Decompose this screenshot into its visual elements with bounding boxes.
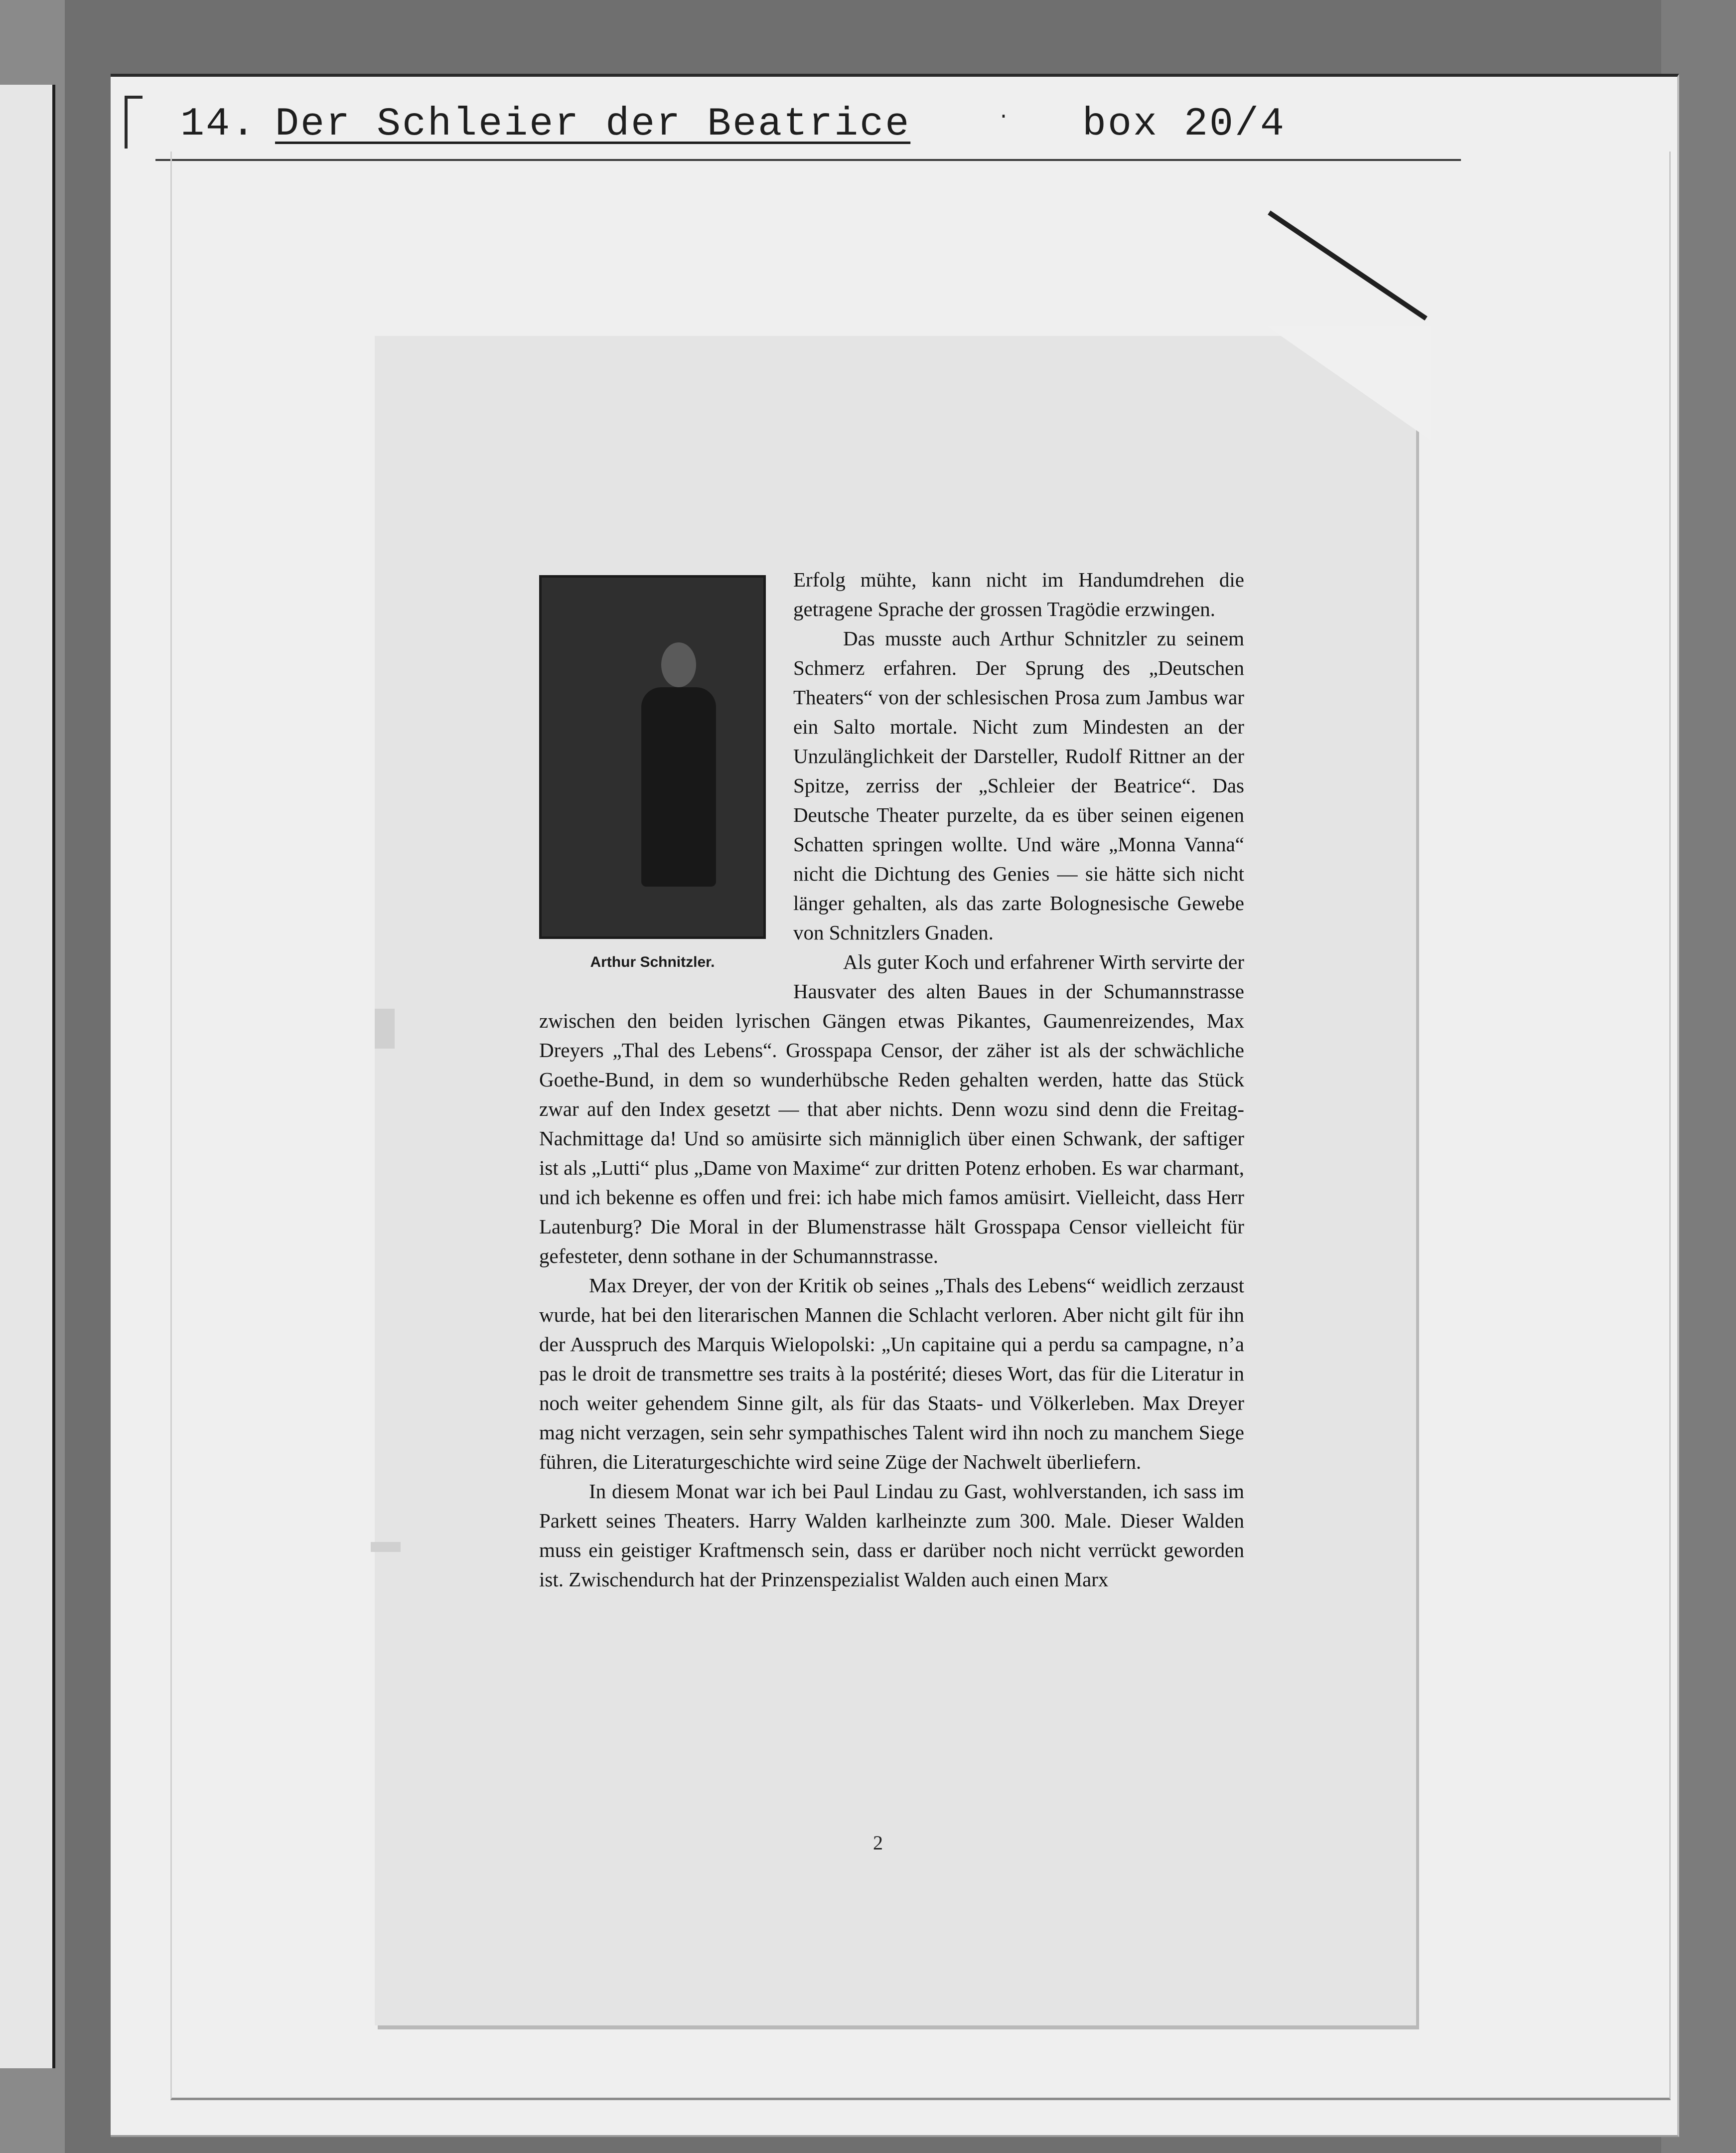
article-paragraph: In diesem Monat war ich bei Paul Lindau zu Gast, wohlverstanden, ich sass im Parkett seines Theaters. Harry Walden karlheinzte zum 300. Male. Dieser Walden muss ein geistiger Kraftmensch sein, dass er darüber noch nicht verrückt geworden ist. Zwischendurch hat der Prinzenspezialist Walden auch einen Marx <box>539 1480 1244 1591</box>
card-header <box>180 92 1526 156</box>
folded-corner <box>1267 326 1431 441</box>
adjacent-card-edge <box>0 85 55 2068</box>
corner-mark <box>125 96 143 149</box>
box-reference: box 20/4 <box>1082 102 1286 147</box>
article-paragraph: Das musste auch Arthur Schnitzler zu seinem Schmerz erfahren. Der Sprung des „Deutschen Theaters“ von der schlesischen Prosa zum Jambus war ein Salto mortale. Nicht zum Mindesten an der Unzulänglichkeit der Darsteller, Rudolf Rittner an der Spitze, zerriss der „Schleier der Beatrice“. Das Deutsche Theater purzelte, da es über seinen eigenen Schatten springen wollte. Und wäre „Monna Vanna“ nicht die Dichtung des Genies — sie hätte sich nicht länger gehalten, als das zarte Bolognesische Gewebe von Schnitzlers Gnaden. <box>793 627 1244 944</box>
torn-edge <box>371 1542 401 1552</box>
photo-float-space <box>539 565 793 979</box>
article-text <box>539 565 1244 1594</box>
page-number: 2 <box>873 1832 883 1854</box>
item-number: 14. <box>180 102 257 147</box>
article-paragraph: Als guter Koch und erfahrener Wirth servirte der Hausvater des alten Baues in der Schumannstrasse zwischen den beiden lyrischen Gängen etwas Pikantes, Gaumenreizendes, Max Dreyers „Thal des Lebens“. Grosspapa Censor, der zäher ist als der schwächliche Goethe-Bund, in dem so wunderhübsche Reden gehalten werden, hatte das Stück zwar auf den Index gesetzt — that aber nichts. Denn wozu sind denn die Freitag-Nachmittage da! Und so amüsirte sich männiglich über einen Schwank, der saftiger ist als „Lutti“ plus „Dame von Maxime“ zur dritten Potenz erhoben. Es war charmant, und ich bekenne es offen und frei: ich habe mich famos amüsirt. Vielleicht, dass Herr Lautenburg? Die Moral in der Blumenstrasse hält Grosspapa Censor vielleicht für gefesteter, denn sothane in der Schumannstrasse. <box>539 950 1244 1267</box>
torn-edge <box>375 1009 395 1049</box>
newspaper-clipping <box>375 336 1416 2025</box>
article-paragraph: Erfolg mühte, kann nicht im Handumdrehen die getragene Sprache der grossen Tragödie erzwingen. <box>793 568 1244 620</box>
item-title: Der Schleier der Beatrice <box>275 102 911 147</box>
photo-caption: Arthur Schnitzler. <box>590 954 715 970</box>
archive-card <box>111 74 1679 2137</box>
article-paragraph: Max Dreyer, der von der Kritik ob seines „Thals des Lebens“ weidlich zerzaust wurde, hat bei den literarischen Mannen die Schlacht verloren. Aber nicht gilt für ihn der Ausspruch des Marquis Wielopolski: „Un capitaine qui a perdu sa campagne, n’a pas le droit de transmettre ses traits à la postérité; dieses Wort, das für die Literatur in noch weiter gehendem Sinne gilt, als für das Staats- und Völkerleben. Max Dreyer mag nicht verzagen, sein sehr sympathisches Talent wird ihn noch zu manchem Siege führen, die Literaturgeschichte wird seine Züge der Nachwelt überliefern. <box>539 1274 1244 1473</box>
header-dot: . <box>998 102 1012 124</box>
